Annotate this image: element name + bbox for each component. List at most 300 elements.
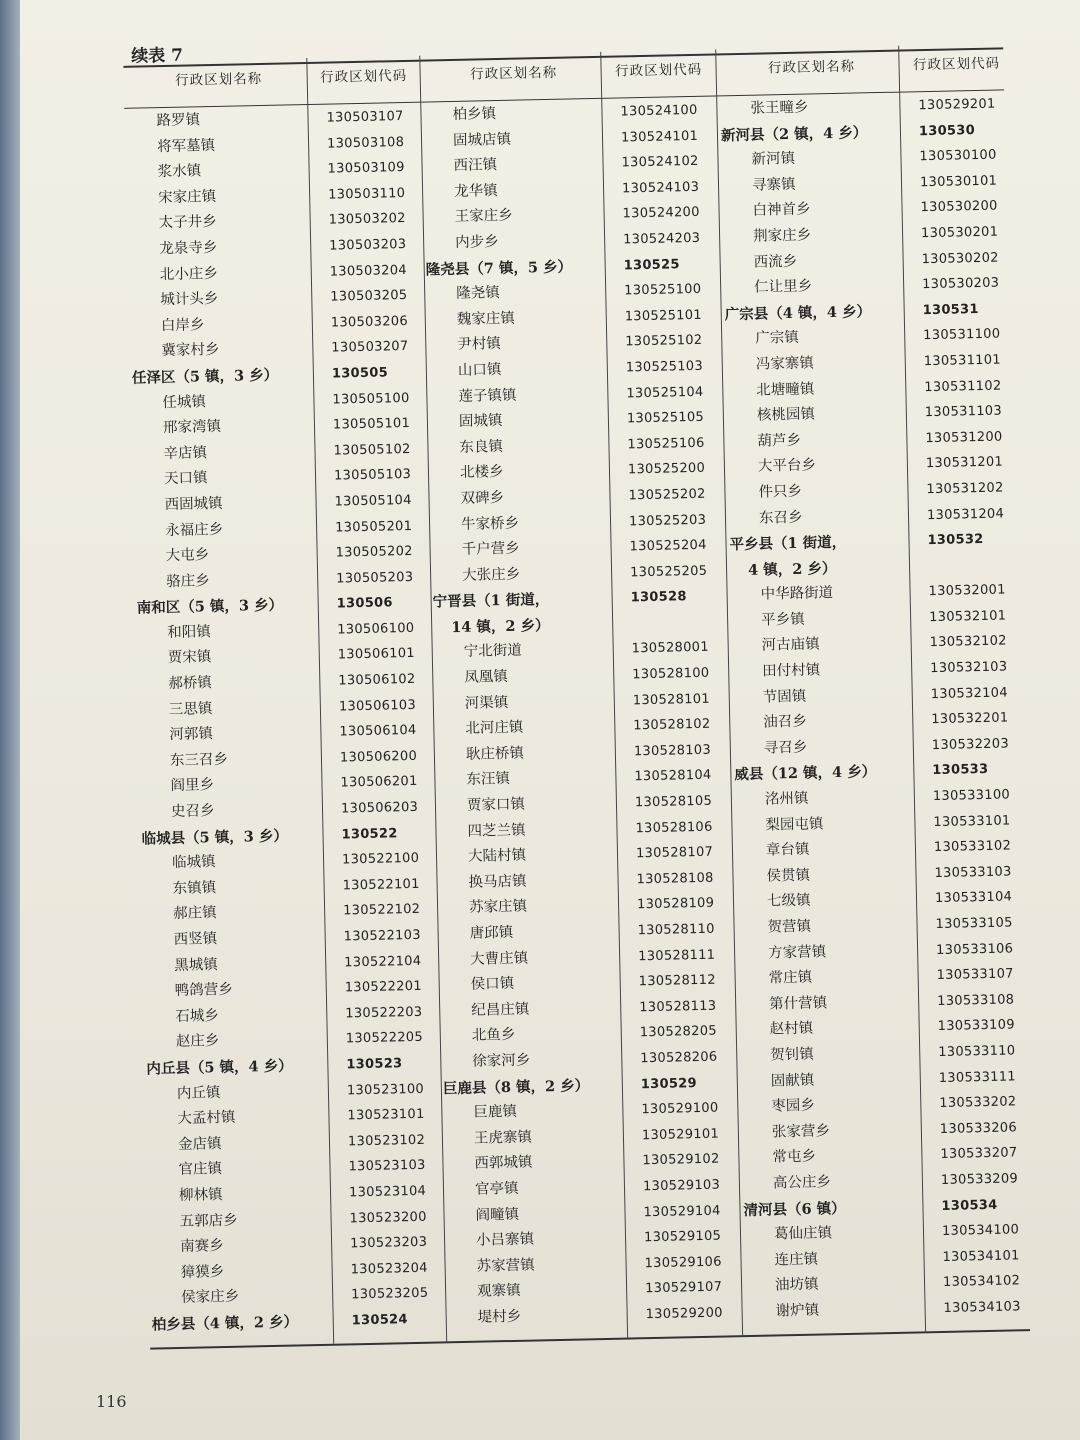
table-row bbox=[730, 558, 837, 584]
division-heading: 平乡县（1 街道， bbox=[729, 533, 847, 554]
division-name: 河古庙镇 bbox=[761, 636, 820, 655]
table-row bbox=[744, 1248, 1020, 1275]
table-row bbox=[131, 365, 389, 392]
division-code: 130522101 bbox=[342, 876, 420, 894]
division-code: 130534100 bbox=[941, 1222, 1020, 1240]
division-code: 130524100 bbox=[620, 102, 698, 120]
division-name: 北塘疃镇 bbox=[756, 380, 815, 399]
division-code: 130528106 bbox=[635, 819, 713, 836]
division-name: 牛家桥乡 bbox=[460, 515, 520, 533]
division-name: 七级镇 bbox=[766, 893, 811, 910]
table-row bbox=[430, 486, 706, 513]
division-name: 贾家口镇 bbox=[466, 796, 526, 814]
division-name: 荆家庄乡 bbox=[752, 227, 812, 245]
division-code: 130503206 bbox=[330, 313, 409, 331]
division-code: 130522205 bbox=[345, 1030, 424, 1047]
division-code: 130533100 bbox=[932, 787, 1011, 805]
division-name: 河郭镇 bbox=[169, 726, 214, 744]
division-code: 130529201 bbox=[918, 96, 996, 114]
division-name: 常屯乡 bbox=[772, 1148, 817, 1166]
division-name: 贺营镇 bbox=[767, 918, 812, 936]
table-row bbox=[445, 1203, 721, 1230]
division-code: 130528205 bbox=[639, 1024, 718, 1041]
table-row bbox=[723, 224, 999, 251]
division-name: 河渠镇 bbox=[464, 694, 509, 712]
division-code: 130531103 bbox=[924, 403, 1003, 421]
division-code: 130529102 bbox=[642, 1151, 720, 1169]
table-row bbox=[422, 102, 698, 130]
table-row bbox=[425, 256, 680, 283]
division-code: 130531101 bbox=[923, 352, 1002, 370]
table-row bbox=[733, 685, 1009, 712]
division-code: 130532001 bbox=[928, 582, 1006, 600]
division-name: 贾宋镇 bbox=[167, 649, 212, 667]
division-code: 130503108 bbox=[326, 134, 405, 152]
division-code: 130532101 bbox=[928, 608, 1007, 625]
table-row bbox=[147, 1081, 425, 1108]
header-code-2: 行政区划代码 bbox=[614, 61, 703, 80]
table-row bbox=[729, 506, 1005, 533]
table-row bbox=[732, 659, 1008, 686]
division-code: 130506 bbox=[336, 595, 393, 612]
division-name: 史召乡 bbox=[170, 803, 215, 821]
table-row bbox=[149, 1183, 427, 1210]
table-row bbox=[744, 1222, 1020, 1249]
table-row bbox=[129, 236, 407, 264]
division-code: 130525105 bbox=[626, 409, 705, 427]
division-code: 130529104 bbox=[643, 1203, 721, 1220]
division-code: 130531201 bbox=[925, 454, 1004, 472]
table-row bbox=[724, 301, 979, 328]
division-name: 固城店镇 bbox=[452, 131, 512, 149]
division-name: 侯口镇 bbox=[470, 976, 515, 993]
division-name: 第什营镇 bbox=[769, 995, 828, 1013]
division-code: 130528104 bbox=[634, 768, 712, 785]
division-name: 章台镇 bbox=[765, 841, 810, 859]
division-name: 大曹庄镇 bbox=[470, 950, 529, 968]
division-code: 130506100 bbox=[337, 620, 415, 638]
division-name: 浆水镇 bbox=[157, 163, 202, 181]
table-row bbox=[150, 1234, 428, 1262]
table-row bbox=[720, 122, 976, 149]
division-name: 巨鹿镇 bbox=[473, 1103, 518, 1121]
table-row bbox=[721, 147, 997, 175]
division-code: 130531100 bbox=[923, 326, 1001, 344]
division-name: 千户营乡 bbox=[461, 540, 520, 558]
table-row bbox=[734, 762, 989, 789]
division-name: 魏家庄镇 bbox=[456, 310, 515, 328]
division-name: 徐家河乡 bbox=[472, 1052, 531, 1070]
table-row bbox=[740, 1043, 1016, 1070]
division-name: 白岸乡 bbox=[160, 316, 205, 334]
division-code: 130532103 bbox=[930, 659, 1008, 677]
table-row bbox=[136, 595, 393, 622]
division-code: 130533111 bbox=[938, 1068, 1017, 1086]
table-row bbox=[141, 799, 419, 827]
division-name: 路罗镇 bbox=[156, 112, 201, 130]
division-code: 130505 bbox=[331, 365, 389, 382]
division-name: 宁北街道 bbox=[463, 643, 522, 661]
division-code: 130528206 bbox=[640, 1049, 718, 1067]
division-code: 130505201 bbox=[334, 518, 413, 536]
division-name: 西流乡 bbox=[753, 253, 798, 271]
table-row bbox=[429, 435, 705, 462]
table-row bbox=[428, 384, 704, 411]
division-code: 130522103 bbox=[343, 927, 421, 945]
table-row bbox=[432, 563, 708, 590]
division-code: 130528001 bbox=[631, 640, 710, 657]
table-row bbox=[739, 1017, 1015, 1045]
division-heading: 清河县（6 镇） bbox=[743, 1199, 846, 1219]
division-code: 130522104 bbox=[344, 953, 422, 971]
table-row bbox=[734, 736, 1010, 763]
division-code: 130525102 bbox=[625, 333, 703, 350]
division-code: 130533206 bbox=[939, 1120, 1018, 1137]
table-row bbox=[446, 1228, 722, 1255]
table-column-group-2 bbox=[422, 102, 723, 1332]
table-row bbox=[445, 1177, 721, 1204]
division-code: 130530203 bbox=[922, 275, 1000, 293]
table-row bbox=[429, 409, 705, 437]
division-name: 寻召乡 bbox=[763, 739, 808, 757]
division-name: 高公庄乡 bbox=[772, 1174, 832, 1192]
division-code: 130525200 bbox=[627, 461, 706, 478]
division-code: 130506200 bbox=[339, 748, 418, 766]
division-code: 130528101 bbox=[632, 691, 711, 708]
division-name: 五郭店乡 bbox=[179, 1212, 238, 1230]
header-name-3: 行政区划名称 bbox=[767, 58, 856, 77]
division-name: 阎里乡 bbox=[170, 777, 215, 795]
division-name: 纪昌庄镇 bbox=[471, 1001, 530, 1019]
table-row bbox=[134, 492, 412, 520]
division-name: 侯贯镇 bbox=[766, 867, 811, 885]
division-code: 130524203 bbox=[622, 230, 701, 248]
table-row bbox=[128, 211, 406, 238]
table-row bbox=[745, 1273, 1021, 1300]
division-name: 王家庄乡 bbox=[454, 208, 513, 226]
division-name: 西固城镇 bbox=[164, 495, 223, 513]
division-name: 赵庄乡 bbox=[175, 1033, 220, 1051]
table-row bbox=[142, 851, 420, 878]
division-code: 130503204 bbox=[329, 262, 408, 280]
division-name: 东三召乡 bbox=[169, 751, 229, 769]
table-row bbox=[443, 1100, 719, 1128]
table-row bbox=[133, 441, 411, 468]
division-name: 仁让里乡 bbox=[754, 278, 813, 296]
table-row bbox=[442, 1049, 718, 1076]
division-code: 130534101 bbox=[942, 1248, 1020, 1265]
table-row bbox=[127, 160, 405, 187]
division-code: 130533104 bbox=[934, 889, 1013, 907]
table-row bbox=[131, 313, 409, 341]
table-row bbox=[739, 992, 1015, 1019]
division-code: 130524102 bbox=[621, 154, 699, 171]
table-row bbox=[134, 467, 412, 494]
division-code: 130523205 bbox=[351, 1286, 429, 1303]
division-code: 130528 bbox=[630, 589, 687, 606]
table-row bbox=[735, 787, 1011, 814]
division-code: 130506101 bbox=[337, 646, 416, 663]
table-row bbox=[438, 870, 714, 897]
division-code: 130531204 bbox=[926, 506, 1005, 523]
division-name: 常庄镇 bbox=[768, 969, 813, 987]
division-code: 130533105 bbox=[935, 915, 1013, 933]
division-name: 辛店镇 bbox=[163, 444, 208, 462]
division-name: 南赛乡 bbox=[179, 1238, 224, 1256]
division-heading: 隆尧县（7 镇，5 乡） bbox=[425, 258, 573, 279]
header-name-1: 行政区划名称 bbox=[175, 70, 263, 89]
table-row bbox=[426, 281, 702, 309]
division-code: 130523102 bbox=[347, 1132, 426, 1150]
table-row bbox=[722, 198, 998, 226]
table-row bbox=[727, 429, 1003, 456]
table-row bbox=[136, 569, 414, 596]
division-code: 130505103 bbox=[333, 467, 412, 484]
division-code: 130503207 bbox=[331, 339, 409, 356]
division-name: 葫芦乡 bbox=[757, 432, 802, 450]
table-row bbox=[424, 205, 700, 232]
division-code: 130525101 bbox=[624, 307, 703, 325]
division-name: 金店镇 bbox=[177, 1135, 222, 1153]
table-row bbox=[423, 154, 699, 181]
division-name: 鸭鸽营乡 bbox=[174, 981, 233, 1000]
table-row bbox=[728, 480, 1004, 507]
table-row bbox=[140, 748, 418, 776]
division-code: 130503110 bbox=[327, 185, 406, 203]
table-row bbox=[447, 1279, 723, 1307]
table-row bbox=[720, 96, 996, 123]
division-code: 130532102 bbox=[929, 633, 1007, 651]
division-name: 邢家湾镇 bbox=[162, 419, 222, 437]
division-name: 大平台乡 bbox=[757, 457, 817, 475]
table-row bbox=[144, 953, 422, 980]
division-code: 130524103 bbox=[621, 179, 700, 197]
table-row bbox=[742, 1120, 1018, 1147]
division-code: 130505102 bbox=[333, 441, 411, 459]
division-name: 郝庄镇 bbox=[173, 905, 217, 923]
division-code: 130532201 bbox=[931, 710, 1009, 728]
division-name: 三思镇 bbox=[168, 700, 213, 718]
division-code: 130533101 bbox=[933, 813, 1011, 830]
table-row bbox=[424, 179, 700, 206]
division-code: 130523103 bbox=[348, 1158, 426, 1175]
division-name: 张家营乡 bbox=[771, 1123, 831, 1141]
division-code: 130528112 bbox=[638, 972, 716, 990]
division-code: 130524 bbox=[351, 1312, 408, 1329]
division-name: 莲子镇镇 bbox=[458, 387, 517, 405]
division-code: 130528103 bbox=[633, 742, 712, 760]
division-code: 130528113 bbox=[639, 998, 717, 1016]
division-name: 北楼乡 bbox=[459, 464, 504, 482]
division-name: 固城镇 bbox=[458, 413, 503, 431]
division-name: 油召乡 bbox=[763, 713, 807, 731]
table-row bbox=[131, 339, 409, 366]
table-row bbox=[133, 416, 411, 443]
division-name: 官亭镇 bbox=[474, 1180, 519, 1198]
division-name: 太子井乡 bbox=[158, 214, 217, 232]
table-row bbox=[741, 1068, 1017, 1096]
header-code-3: 行政区划代码 bbox=[912, 55, 1001, 74]
division-name: 换马店镇 bbox=[468, 873, 527, 891]
division-name: 苏家庄镇 bbox=[468, 898, 528, 917]
division-code: 130506203 bbox=[340, 799, 419, 817]
table-row bbox=[139, 697, 417, 724]
division-name: 东镇镇 bbox=[172, 879, 217, 897]
division-name: 东召乡 bbox=[758, 509, 803, 527]
division-code: 130505101 bbox=[332, 416, 411, 433]
table-row bbox=[726, 378, 1002, 405]
table-row bbox=[149, 1209, 427, 1236]
table-row bbox=[430, 461, 706, 488]
division-code: 130503202 bbox=[328, 211, 406, 228]
table-row bbox=[738, 966, 1014, 993]
table-row bbox=[427, 333, 703, 360]
table-row bbox=[425, 230, 701, 258]
table-row bbox=[132, 390, 410, 417]
division-code: 130530100 bbox=[919, 147, 997, 165]
table-row bbox=[444, 1126, 720, 1153]
table-row bbox=[737, 889, 1013, 917]
table-row bbox=[143, 927, 421, 955]
division-code: 130503109 bbox=[327, 160, 405, 177]
division-code: 130533107 bbox=[936, 966, 1014, 984]
division-code: 130523100 bbox=[346, 1081, 425, 1098]
division-code: 130529100 bbox=[641, 1100, 719, 1118]
division-code: 130533103 bbox=[934, 864, 1012, 881]
division-heading: 宁晋县（1 街道， bbox=[432, 591, 550, 611]
table-row bbox=[432, 589, 687, 616]
division-heading: 新河县（2 镇，4 乡） bbox=[720, 123, 868, 144]
division-code: 130524200 bbox=[622, 205, 700, 222]
division-name: 张王疃乡 bbox=[750, 99, 809, 117]
division-code: 130525104 bbox=[626, 384, 704, 401]
division-code: 130522201 bbox=[344, 978, 423, 996]
division-name: 贺钊镇 bbox=[770, 1046, 814, 1064]
division-name: 方家营镇 bbox=[767, 943, 827, 962]
division-code: 130506103 bbox=[338, 697, 417, 715]
division-code: 130505202 bbox=[335, 543, 413, 561]
table-row bbox=[738, 941, 1014, 968]
division-code: 130529 bbox=[640, 1075, 698, 1092]
division-name: 观寨镇 bbox=[476, 1283, 521, 1301]
table-row bbox=[723, 250, 999, 277]
division-code: 130529200 bbox=[645, 1305, 723, 1323]
division-name: 和阳镇 bbox=[167, 624, 211, 641]
division-code: 130506201 bbox=[340, 774, 418, 791]
table-row bbox=[727, 403, 1003, 430]
division-name: 隆尧镇 bbox=[456, 285, 500, 303]
division-code: 130523200 bbox=[349, 1209, 427, 1226]
table-row bbox=[146, 1056, 403, 1083]
division-name: 件只乡 bbox=[758, 483, 803, 501]
table-row bbox=[436, 742, 712, 769]
division-code: 130506104 bbox=[339, 723, 417, 740]
division-heading: 广宗县（4 镇，4 乡） bbox=[724, 302, 872, 324]
division-code: 130525106 bbox=[627, 435, 705, 453]
table-row bbox=[146, 1030, 424, 1057]
book-page bbox=[20, 0, 1080, 1440]
division-code: 130532 bbox=[927, 532, 984, 549]
division-name: 连庄镇 bbox=[774, 1251, 819, 1269]
division-name: 侯家庄乡 bbox=[181, 1289, 240, 1307]
division-name: 西汪镇 bbox=[453, 157, 498, 175]
table-row bbox=[427, 307, 703, 334]
table-column-group-1 bbox=[126, 108, 429, 1338]
division-name: 北鱼乡 bbox=[471, 1027, 516, 1045]
division-name: 龙华镇 bbox=[453, 182, 498, 200]
table-row bbox=[743, 1171, 1019, 1198]
division-name: 凤凰镇 bbox=[464, 668, 508, 686]
division-code: 130528110 bbox=[637, 921, 715, 939]
division-heading: 柏乡县（4 镇，2 乡） bbox=[151, 1313, 299, 1334]
division-code: 130534102 bbox=[942, 1273, 1021, 1291]
table-row bbox=[138, 646, 416, 673]
table-row bbox=[731, 633, 1007, 661]
division-code: 130531200 bbox=[925, 429, 1003, 446]
division-code: 130503205 bbox=[330, 288, 408, 305]
book-cover-edge bbox=[0, 0, 20, 1440]
division-code: 130522102 bbox=[342, 902, 421, 919]
division-heading: 南和区（5 镇，3 乡） bbox=[136, 596, 284, 617]
header-name-2: 行政区划名称 bbox=[469, 64, 558, 83]
division-code: 130531202 bbox=[926, 480, 1004, 498]
table-row bbox=[431, 512, 707, 539]
table-row bbox=[428, 358, 704, 385]
division-name: 苏家营镇 bbox=[476, 1257, 535, 1275]
division-name: 核桃园镇 bbox=[756, 406, 816, 424]
division-name: 葛仙庄镇 bbox=[773, 1225, 833, 1243]
division-code: 130533202 bbox=[939, 1094, 1017, 1112]
division-name: 新河镇 bbox=[751, 150, 796, 168]
division-name: 寻寨镇 bbox=[751, 176, 796, 194]
division-heading: 4 镇，2 乡） bbox=[747, 559, 837, 579]
table-title: 续表 7 bbox=[131, 45, 184, 67]
table-row bbox=[447, 1305, 723, 1332]
division-name: 梨园屯镇 bbox=[765, 815, 824, 834]
division-code: 130523204 bbox=[350, 1260, 428, 1278]
division-name: 广宗镇 bbox=[755, 330, 799, 348]
table-row bbox=[725, 326, 1001, 354]
division-code: 130531 bbox=[922, 301, 979, 318]
table-row bbox=[434, 640, 710, 667]
table-row bbox=[439, 921, 715, 948]
division-name: 枣园乡 bbox=[771, 1097, 815, 1115]
division-name: 谢炉镇 bbox=[775, 1302, 820, 1320]
division-heading: 威县（12 镇，4 乡） bbox=[734, 763, 877, 784]
division-code: 130505104 bbox=[334, 492, 412, 510]
division-name: 内丘镇 bbox=[176, 1084, 221, 1102]
division-code: 130533102 bbox=[933, 838, 1012, 856]
table-row bbox=[151, 1286, 429, 1313]
division-heading: 内丘县（5 镇，4 乡） bbox=[146, 1057, 293, 1078]
division-code: 130525 bbox=[623, 256, 680, 273]
table-row bbox=[141, 825, 398, 852]
division-code: 130533207 bbox=[940, 1145, 1018, 1163]
division-code: 130525205 bbox=[629, 563, 708, 581]
division-code: 130531102 bbox=[924, 378, 1002, 395]
table-row bbox=[745, 1299, 1021, 1326]
table-row bbox=[731, 608, 1007, 635]
table-row bbox=[135, 518, 413, 545]
division-code: 130533106 bbox=[935, 941, 1014, 958]
division-code: 130533109 bbox=[937, 1017, 1015, 1035]
division-code: 130530200 bbox=[920, 198, 998, 216]
division-code: 130503107 bbox=[326, 108, 404, 126]
division-code: 130533108 bbox=[937, 992, 1015, 1009]
division-code: 130533 bbox=[932, 762, 989, 779]
division-name: 宋家庄镇 bbox=[158, 188, 217, 206]
table-row bbox=[743, 1197, 998, 1224]
